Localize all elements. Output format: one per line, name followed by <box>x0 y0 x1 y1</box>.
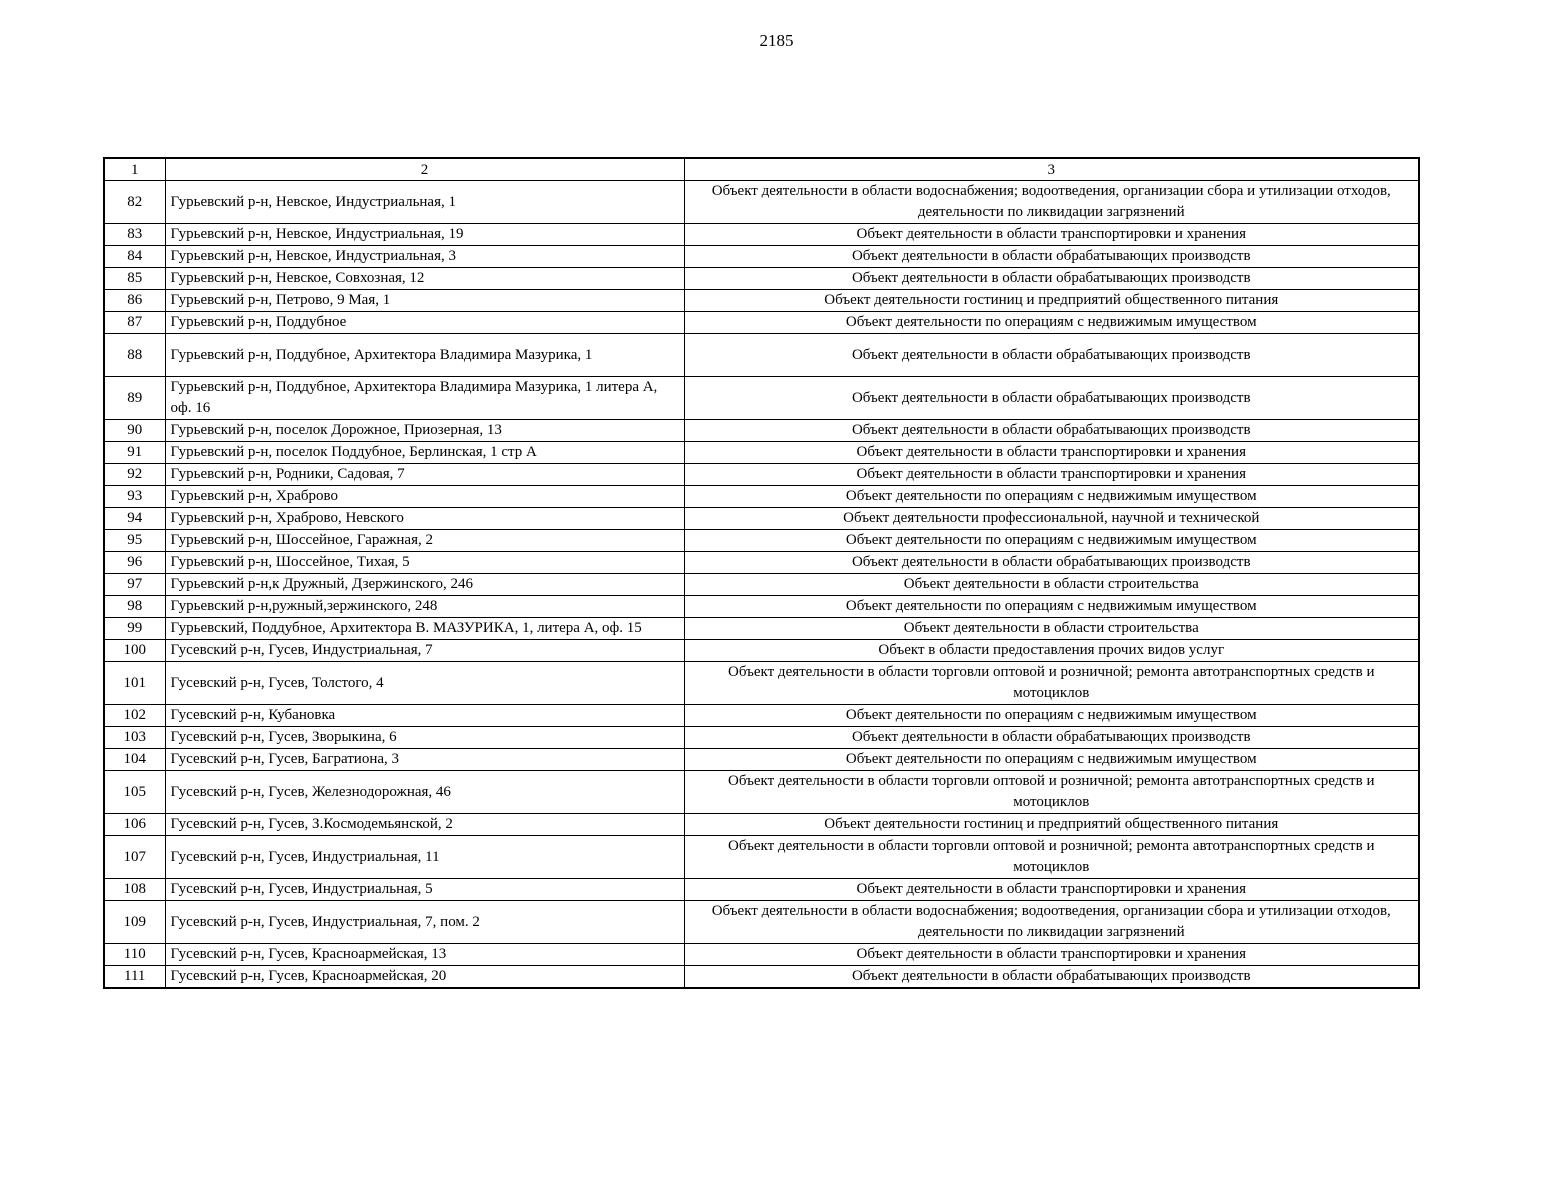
table-row <box>104 901 1419 944</box>
address-cell: Гусевский р-н, Гусев, Индустриальная, 7 <box>165 640 684 662</box>
object-type-cell: Объект деятельности по операциям с недвижимым имуществом <box>684 705 1419 727</box>
object-type-cell: Объект деятельности по операциям с недвижимым имуществом <box>684 749 1419 771</box>
row-number-cell: 83 <box>104 224 165 246</box>
table-row <box>104 486 1419 508</box>
address-cell: Гусевский р-н, Кубановка <box>165 705 684 727</box>
address-cell: Гурьевский р-н, поселок Дорожное, Приозерная, 13 <box>165 420 684 442</box>
row-number-cell: 111 <box>104 966 165 989</box>
address-cell: Гурьевский р-н, Невское, Индустриальная, 3 <box>165 246 684 268</box>
row-number-cell: 102 <box>104 705 165 727</box>
row-number-cell: 88 <box>104 334 165 377</box>
row-number-cell: 86 <box>104 290 165 312</box>
address-cell: Гурьевский р-н, Невское, Совхозная, 12 <box>165 268 684 290</box>
row-number-cell: 105 <box>104 771 165 814</box>
address-cell: Гурьевский р-н, Храброво, Невского <box>165 508 684 530</box>
object-type-cell: Объект деятельности в области обрабатывающих производств <box>684 268 1419 290</box>
row-number-cell: 93 <box>104 486 165 508</box>
object-type-cell: Объект деятельности в области транспортировки и хранения <box>684 464 1419 486</box>
address-cell: Гусевский р-н, Гусев, З.Космодемьянской, 2 <box>165 814 684 836</box>
object-type-cell: Объект деятельности в области обрабатывающих производств <box>684 246 1419 268</box>
object-type-cell: Объект деятельности в области торговли оптовой и розничной; ремонта автотранспортных средств и мотоциклов <box>684 836 1419 879</box>
row-number-cell: 97 <box>104 574 165 596</box>
table-row <box>104 662 1419 705</box>
row-number-cell: 99 <box>104 618 165 640</box>
column-header-1: 1 <box>104 158 165 181</box>
address-cell: Гурьевский р-н, Поддубное, Архитектора Владимира Мазурика, 1 литера А, оф. 16 <box>165 377 684 420</box>
table-row <box>104 574 1419 596</box>
row-number-cell: 100 <box>104 640 165 662</box>
address-cell: Гусевский р-н, Гусев, Красноармейская, 20 <box>165 966 684 989</box>
row-number-cell: 106 <box>104 814 165 836</box>
object-type-cell: Объект деятельности по операциям с недвижимым имуществом <box>684 312 1419 334</box>
table-row <box>104 181 1419 224</box>
object-type-cell: Объект деятельности в области торговли оптовой и розничной; ремонта автотранспортных средств и мотоциклов <box>684 662 1419 705</box>
object-type-cell: Объект деятельности в области водоснабжения; водоотведения, организации сбора и утилизации отходов, деятельности по ликвидации загрязнений <box>684 181 1419 224</box>
object-type-cell: Объект деятельности гостиниц и предприятий общественного питания <box>684 814 1419 836</box>
table-row <box>104 246 1419 268</box>
address-cell: Гусевский р-н, Гусев, Индустриальная, 7, пом. 2 <box>165 901 684 944</box>
address-cell: Гурьевский р-н, Шоссейное, Тихая, 5 <box>165 552 684 574</box>
address-cell: Гурьевский р-н, Храброво <box>165 486 684 508</box>
object-type-cell: Объект деятельности в области обрабатывающих производств <box>684 966 1419 989</box>
row-number-cell: 104 <box>104 749 165 771</box>
row-number-cell: 85 <box>104 268 165 290</box>
object-type-cell: Объект деятельности в области транспортировки и хранения <box>684 442 1419 464</box>
object-type-cell: Объект деятельности в области обрабатывающих производств <box>684 334 1419 377</box>
object-type-cell: Объект в области предоставления прочих видов услуг <box>684 640 1419 662</box>
object-type-cell: Объект деятельности гостиниц и предприятий общественного питания <box>684 290 1419 312</box>
address-cell: Гурьевский р-н, Шоссейное, Гаражная, 2 <box>165 530 684 552</box>
object-type-cell: Объект деятельности в области транспортировки и хранения <box>684 879 1419 901</box>
table-row <box>104 312 1419 334</box>
table-row <box>104 640 1419 662</box>
table-row <box>104 224 1419 246</box>
object-type-cell: Объект деятельности в области строительства <box>684 618 1419 640</box>
row-number-cell: 103 <box>104 727 165 749</box>
address-cell: Гурьевский р-н,ружный,зержинского, 248 <box>165 596 684 618</box>
address-cell: Гурьевский р-н, Родники, Садовая, 7 <box>165 464 684 486</box>
object-type-cell: Объект деятельности в области обрабатывающих производств <box>684 552 1419 574</box>
address-cell: Гусевский р-н, Гусев, Индустриальная, 11 <box>165 836 684 879</box>
address-cell: Гурьевский р-н, Петрово, 9 Мая, 1 <box>165 290 684 312</box>
table-row <box>104 749 1419 771</box>
table-row <box>104 334 1419 377</box>
address-cell: Гусевский р-н, Гусев, Красноармейская, 13 <box>165 944 684 966</box>
row-number-cell: 107 <box>104 836 165 879</box>
table-row <box>104 552 1419 574</box>
object-type-cell: Объект деятельности в области водоснабжения; водоотведения, организации сбора и утилизации отходов, деятельности по ликвидации загрязнений <box>684 901 1419 944</box>
address-cell: Гусевский р-н, Гусев, Багратиона, 3 <box>165 749 684 771</box>
table-row <box>104 596 1419 618</box>
object-type-cell: Объект деятельности по операциям с недвижимым имуществом <box>684 530 1419 552</box>
table-row <box>104 771 1419 814</box>
row-number-cell: 92 <box>104 464 165 486</box>
row-number-cell: 95 <box>104 530 165 552</box>
address-cell: Гусевский р-н, Гусев, Железнодорожная, 46 <box>165 771 684 814</box>
object-type-cell: Объект деятельности по операциям с недвижимым имуществом <box>684 596 1419 618</box>
address-cell: Гурьевский р-н, Невское, Индустриальная, 1 <box>165 181 684 224</box>
column-header-3: 3 <box>684 158 1419 181</box>
row-number-cell: 94 <box>104 508 165 530</box>
row-number-cell: 90 <box>104 420 165 442</box>
row-number-cell: 82 <box>104 181 165 224</box>
table-row <box>104 530 1419 552</box>
table-row <box>104 727 1419 749</box>
address-cell: Гусевский р-н, Гусев, Индустриальная, 5 <box>165 879 684 901</box>
object-type-cell: Объект деятельности в области транспортировки и хранения <box>684 944 1419 966</box>
row-number-cell: 108 <box>104 879 165 901</box>
column-header-2: 2 <box>165 158 684 181</box>
table-row <box>104 290 1419 312</box>
table-row <box>104 618 1419 640</box>
row-number-cell: 101 <box>104 662 165 705</box>
row-number-cell: 87 <box>104 312 165 334</box>
row-number-cell: 84 <box>104 246 165 268</box>
registry-table <box>103 157 1420 989</box>
table-row <box>104 705 1419 727</box>
table-row <box>104 814 1419 836</box>
object-type-cell: Объект деятельности в области обрабатывающих производств <box>684 420 1419 442</box>
address-cell: Гурьевский р-н,к Дружный, Дзержинского, 246 <box>165 574 684 596</box>
row-number-cell: 96 <box>104 552 165 574</box>
registry-table-body <box>104 158 1419 988</box>
table-row <box>104 268 1419 290</box>
table-row <box>104 420 1419 442</box>
object-type-cell: Объект деятельности по операциям с недвижимым имуществом <box>684 486 1419 508</box>
table-row <box>104 508 1419 530</box>
address-cell: Гусевский р-н, Гусев, Толстого, 4 <box>165 662 684 705</box>
table-row <box>104 944 1419 966</box>
row-number-cell: 110 <box>104 944 165 966</box>
table-row <box>104 836 1419 879</box>
address-cell: Гурьевский р-н, Поддубное, Архитектора Владимира Мазурика, 1 <box>165 334 684 377</box>
address-cell: Гусевский р-н, Гусев, Зворыкина, 6 <box>165 727 684 749</box>
row-number-cell: 98 <box>104 596 165 618</box>
row-number-cell: 109 <box>104 901 165 944</box>
object-type-cell: Объект деятельности в области транспортировки и хранения <box>684 224 1419 246</box>
page-number: 2185 <box>759 31 794 50</box>
address-cell: Гурьевский, Поддубное, Архитектора В. МАЗУРИКА, 1, литера А, оф. 15 <box>165 618 684 640</box>
table-row <box>104 966 1419 989</box>
table-row <box>104 377 1419 420</box>
object-type-cell: Объект деятельности в области торговли оптовой и розничной; ремонта автотранспортных средств и мотоциклов <box>684 771 1419 814</box>
table-row <box>104 442 1419 464</box>
table-row <box>104 464 1419 486</box>
row-number-cell: 89 <box>104 377 165 420</box>
object-type-cell: Объект деятельности профессиональной, научной и технической <box>684 508 1419 530</box>
address-cell: Гурьевский р-н, Поддубное <box>165 312 684 334</box>
object-type-cell: Объект деятельности в области обрабатывающих производств <box>684 727 1419 749</box>
address-cell: Гурьевский р-н, Невское, Индустриальная, 19 <box>165 224 684 246</box>
address-cell: Гурьевский р-н, поселок Поддубное, Берлинская, 1 стр А <box>165 442 684 464</box>
object-type-cell: Объект деятельности в области обрабатывающих производств <box>684 377 1419 420</box>
object-type-cell: Объект деятельности в области строительства <box>684 574 1419 596</box>
table-row <box>104 879 1419 901</box>
row-number-cell: 91 <box>104 442 165 464</box>
table-header-row <box>104 158 1419 181</box>
